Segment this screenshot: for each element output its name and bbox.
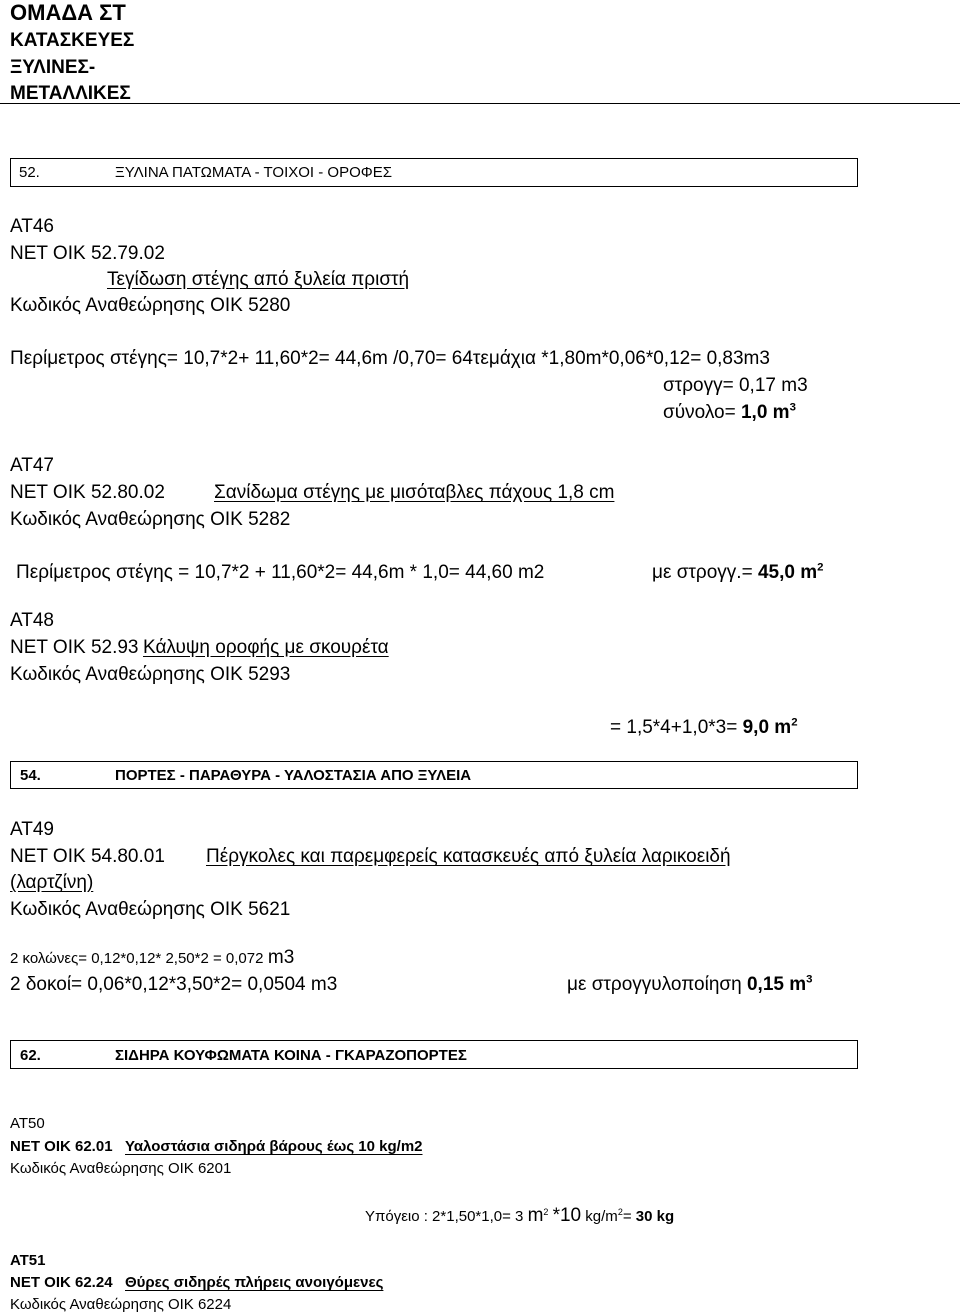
item-code: ΝΕΤ ΟΙΚ 54.80.01 xyxy=(10,846,165,867)
section-box-62 xyxy=(10,1040,858,1069)
item-code: ΝΕΤ ΟΙΚ 52.93 xyxy=(10,637,139,658)
group-title: ΟΜΑΔΑ ΣΤ xyxy=(10,0,126,25)
item-code: ΝΕΤ ΟΙΚ 52.79.02 xyxy=(10,243,165,264)
item-title: Υαλοστάσια σιδηρά βάρους έως 10 kg/m2 xyxy=(125,1138,423,1155)
item-title-continued: (λαρτζίνη) xyxy=(10,872,94,893)
item-title: Πέργκολες και παρεμφερείς κατασκευές από ξυλεία λαρικοειδή xyxy=(206,846,731,867)
header-line-3: ΜΕΤΑΛΛΙΚΕΣ xyxy=(10,83,131,104)
section-title: ΣΙΔΗΡΑ ΚΟΥΦΩΜΑΤΑ ΚΟΙΝΑ - ΓΚΑΡΑΖΟΠΟΡΤΕΣ xyxy=(115,1047,467,1064)
item-revision: Κωδικός Αναθεώρησης ΟΙΚ 6201 xyxy=(10,1160,232,1177)
result-value: 0,15 m xyxy=(746,974,807,995)
section-title: ΞΥΛΙΝΑ ΠΑΤΩΜΑΤΑ - ΤΟΙΧΟΙ - ΟΡΟΦΕΣ xyxy=(115,164,392,181)
item-id: ΑΤ46 xyxy=(10,216,55,237)
item-code: ΝΕΤ ΟΙΚ 52.80.02 xyxy=(10,482,165,503)
calc-unit-2: kg/m xyxy=(585,1208,618,1225)
result-calc: = 1,5*4+1,0*3= xyxy=(610,717,738,738)
result-label: με στρογγ.= xyxy=(652,562,753,583)
item-id: ΑΤ48 xyxy=(10,610,55,631)
result-value: 9,0 m xyxy=(742,717,792,738)
section-box-54 xyxy=(10,761,858,789)
item-result xyxy=(567,975,812,994)
section-title: ΠΟΡΤΕΣ - ΠΑΡΑΘΥΡΑ - ΥΑΛΟΣΤΑΣΙΑ ΑΠΟ ΞΥΛΕΙΑ xyxy=(115,767,472,784)
calc-result: 30 kg xyxy=(635,1208,675,1225)
result-unit-exponent: 3 xyxy=(806,973,813,986)
result-unit-exponent: 2 xyxy=(791,716,798,729)
calc-text: 2 κολώνες= 0,12*0,12* 2,50*2 = 0,072 xyxy=(10,950,264,967)
item-result xyxy=(610,718,798,737)
item-calculation xyxy=(365,1206,674,1225)
calc-equals: = xyxy=(622,1208,632,1225)
calc-text: Υπόγειο : 2*1,50*1,0= 3 xyxy=(365,1208,524,1225)
item-revision: Κωδικός Αναθεώρησης ΟΙΚ 6224 xyxy=(10,1296,232,1313)
item-title: Κάλυψη οροφής με σκουρέτα xyxy=(143,637,389,658)
calc-unit-2-exponent: 2 xyxy=(617,1207,623,1217)
item-id: ΑΤ49 xyxy=(10,819,55,840)
total-value: 1,0 m xyxy=(740,402,790,423)
item-calculation-2: 2 δοκοί= 0,06*0,12*3,50*2= 0,0504 m3 xyxy=(10,974,338,995)
item-calculation-1 xyxy=(10,948,294,967)
section-number: 62. xyxy=(20,1047,41,1064)
item-code: ΝΕΤ ΟΙΚ 62.24 xyxy=(10,1274,113,1291)
item-id: ΑΤ50 xyxy=(10,1115,45,1132)
item-title: Τεγίδωση στέγης από ξυλεία πριστή xyxy=(107,269,410,290)
section-number: 52. xyxy=(19,164,40,181)
header-line-2: ΞΥΛΙΝΕΣ- xyxy=(10,57,96,78)
item-revision: Κωδικός Αναθεώρησης ΟΙΚ 5621 xyxy=(10,899,291,920)
header-divider xyxy=(0,103,960,104)
calc-unit: m xyxy=(527,1205,544,1226)
total-unit-exponent: 3 xyxy=(789,401,796,414)
item-id: ΑΤ51 xyxy=(10,1252,46,1269)
total-label: σύνολο= xyxy=(663,402,736,423)
section-box-52 xyxy=(10,158,858,187)
item-rounding: στρογγ= 0,17 m3 xyxy=(663,375,808,396)
item-code: ΝΕΤ ΟΙΚ 62.01 xyxy=(10,1138,113,1155)
header-line-1: ΚΑΤΑΣΚΕΥΕΣ xyxy=(10,30,135,51)
calc-unit-exponent: 2 xyxy=(543,1207,549,1217)
item-title: Θύρες σιδηρές πλήρεις ανοιγόμενες xyxy=(125,1274,384,1291)
item-result xyxy=(652,563,823,582)
item-total xyxy=(663,403,796,422)
result-label: με στρογγυλοποίηση xyxy=(567,974,742,995)
item-calculation: Περίμετρος στέγης = 10,7*2 + 11,60*2= 44,6m * 1,0= 44,60 m2 xyxy=(16,562,545,583)
item-calculation: Περίμετρος στέγης= 10,7*2+ 11,60*2= 44,6m /0,70= 64τεμάχια *1,80m*0,06*0,12= 0,83m3 xyxy=(10,348,770,369)
item-revision: Κωδικός Αναθεώρησης ΟΙΚ 5282 xyxy=(10,509,291,530)
item-title: Σανίδωμα στέγης με μισόταβλες πάχους 1,8 cm xyxy=(214,482,615,503)
result-value: 45,0 m xyxy=(757,562,818,583)
section-number: 54. xyxy=(20,767,41,784)
calc-multiplier: *10 xyxy=(552,1205,582,1226)
result-unit-exponent: 2 xyxy=(817,561,824,574)
item-id: ΑΤ47 xyxy=(10,455,55,476)
item-revision: Κωδικός Αναθεώρησης ΟΙΚ 5293 xyxy=(10,664,291,685)
item-revision: Κωδικός Αναθεώρησης ΟΙΚ 5280 xyxy=(10,295,291,316)
calc-unit: m3 xyxy=(267,947,295,968)
